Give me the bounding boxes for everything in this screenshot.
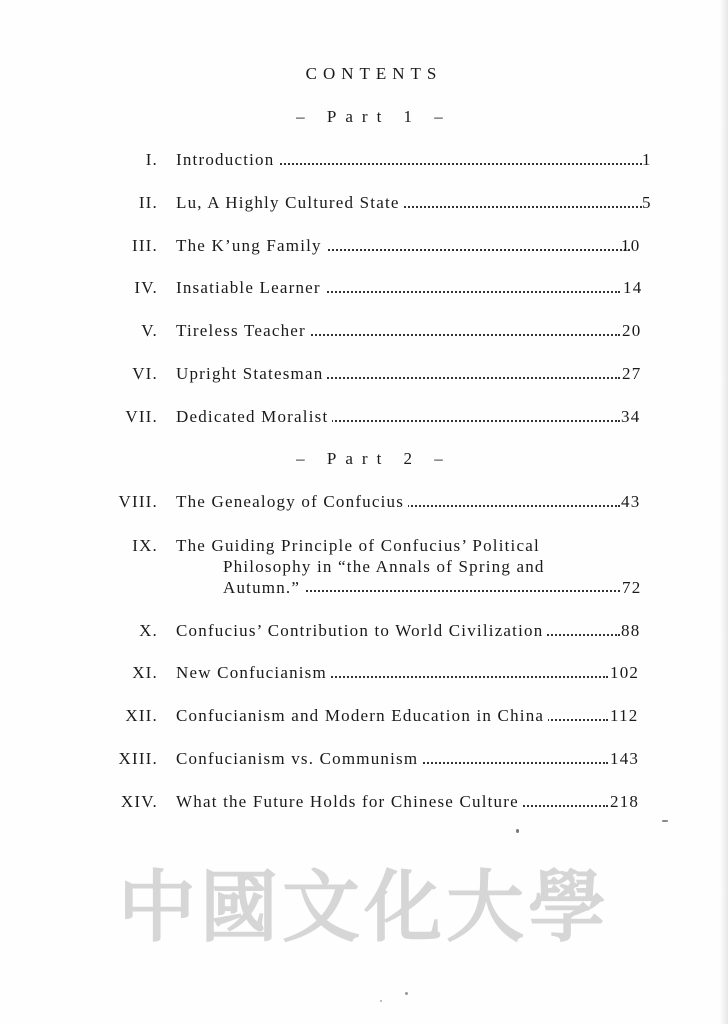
page-number: 10 bbox=[621, 236, 641, 255]
page-number: 27 bbox=[622, 364, 642, 383]
chapter-title: Confucianism vs. Communism bbox=[176, 749, 422, 769]
chapter-number: XIV. bbox=[120, 792, 158, 811]
part-1-heading: – Part 1 – bbox=[296, 107, 452, 126]
chapter-title: Introduction bbox=[176, 150, 278, 170]
page-number: 88 bbox=[621, 621, 641, 640]
part-2-heading: – Part 2 – bbox=[296, 449, 452, 468]
toc-entry-8 bbox=[0, 492, 728, 516]
toc-entry-12 bbox=[0, 706, 728, 730]
chapter-title: What the Future Holds for Chinese Culture bbox=[176, 792, 523, 812]
page-number: 112 bbox=[610, 706, 639, 725]
toc-entry-3 bbox=[0, 236, 728, 260]
toc-entry-14 bbox=[0, 792, 728, 816]
page-number: 143 bbox=[610, 749, 640, 768]
print-speck bbox=[662, 820, 668, 822]
page-number: 1 bbox=[642, 150, 652, 169]
page-number: 5 bbox=[642, 193, 652, 212]
chapter-title: Upright Statesman bbox=[176, 364, 327, 384]
chapter-title-line-3: Autumn.” bbox=[223, 577, 304, 598]
chapter-number: XIII. bbox=[118, 749, 158, 768]
chapter-title: Confucianism and Modern Education in China bbox=[176, 706, 548, 726]
chapter-number: IX. bbox=[132, 536, 158, 555]
page-number: 34 bbox=[621, 407, 641, 426]
chapter-title: Confucius’ Contribution to World Civilization bbox=[176, 621, 547, 641]
toc-entry-13 bbox=[0, 749, 728, 773]
chapter-title: The K’ung Family bbox=[176, 236, 326, 256]
chapter-title: Tireless Teacher bbox=[176, 321, 310, 341]
page-number: 20 bbox=[622, 321, 642, 340]
chapter-number: II. bbox=[138, 193, 158, 212]
chapter-title-line-2: Philosophy in “the Annals of Spring and bbox=[223, 557, 545, 576]
toc-entry-11 bbox=[0, 663, 728, 687]
page-number: 43 bbox=[621, 492, 641, 511]
chapter-number: V. bbox=[141, 321, 158, 340]
chapter-number: X. bbox=[139, 621, 158, 640]
chapter-title: Insatiable Learner bbox=[176, 278, 325, 298]
toc-entry-9 bbox=[0, 535, 728, 603]
chapter-number: XII. bbox=[125, 706, 158, 725]
toc-entry-4 bbox=[0, 278, 728, 302]
toc-entry-1 bbox=[0, 150, 728, 174]
chapter-number: I. bbox=[145, 150, 158, 169]
chapter-title: Dedicated Moralist bbox=[176, 407, 332, 427]
chapter-title: New Confucianism bbox=[176, 663, 331, 683]
chapter-number: VIII. bbox=[118, 492, 158, 511]
print-speck bbox=[516, 829, 519, 833]
chapter-number: IV. bbox=[134, 278, 158, 297]
chapter-number: III. bbox=[131, 236, 158, 255]
page-number: 14 bbox=[623, 278, 643, 297]
university-watermark: 中國文化大學 bbox=[118, 863, 611, 953]
chapter-number: VI. bbox=[132, 364, 158, 383]
page-number: 102 bbox=[610, 663, 640, 682]
chapter-number: VII. bbox=[125, 407, 158, 426]
print-speck bbox=[405, 992, 408, 995]
page-number: 72 bbox=[622, 578, 642, 597]
toc-entry-2 bbox=[0, 193, 728, 217]
page-number: 218 bbox=[610, 792, 640, 811]
contents-title: CONTENTS bbox=[305, 64, 443, 83]
chapter-title: Lu, A Highly Cultured State bbox=[176, 193, 404, 213]
chapter-number: XI. bbox=[132, 663, 158, 682]
toc-entry-10 bbox=[0, 621, 728, 645]
toc-entry-5 bbox=[0, 321, 728, 345]
chapter-title: The Genealogy of Confucius bbox=[176, 492, 408, 512]
toc-entry-7 bbox=[0, 407, 728, 431]
print-speck bbox=[380, 1000, 382, 1002]
chapter-title-line-1: The Guiding Principle of Confucius’ Political bbox=[176, 536, 540, 555]
toc-entry-6 bbox=[0, 364, 728, 388]
